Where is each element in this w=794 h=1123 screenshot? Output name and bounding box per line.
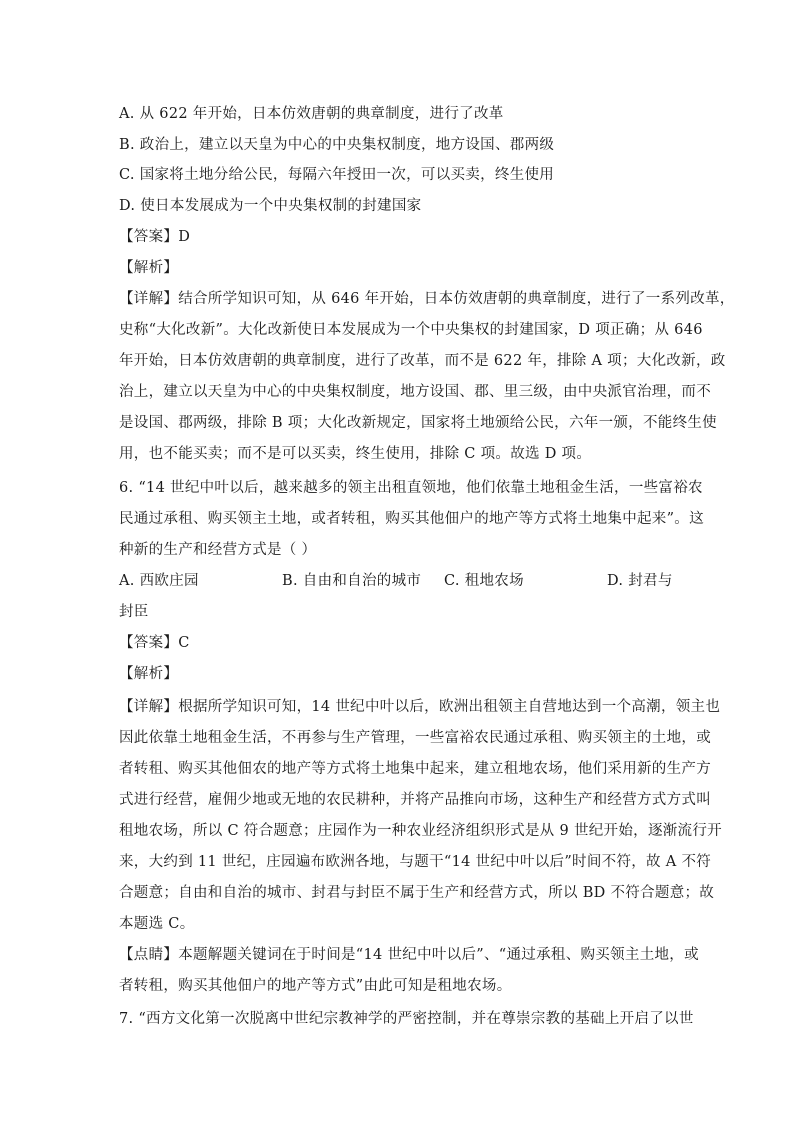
q6-detail-line: 因此依靠土地租金生活，不再参与生产管理，一些富裕农民通过承租、购买领主的土地，或 [119,730,711,746]
q5-detail-line: 【详解】结合所学知识可知，从 646 年开始，日本仿效唐朝的典章制度，进行了一系列改革， [119,291,735,307]
q5-answer: 【答案】D [119,229,191,245]
q5-detail-line: 治上，建立以天皇为中心的中央集权制度，地方设国、郡、里三级，由中央派官治理，而不 [119,384,711,400]
q5-option-a: A. 从 622 年开始，日本仿效唐朝的典章制度，进行了改革 [119,106,504,122]
q6-option-d: D. 封君与 [607,573,673,589]
q6-answer: 【答案】C [119,635,190,651]
q5-option-c: C. 国家将土地分给公民，每隔六年授田一次，可以买卖，终生使用 [119,167,555,183]
q6-detail-line: 合题意；自由和自治的城市、封君与封臣不属于生产和经营方式，所以 BD 不符合题意；故 [119,885,715,901]
q6-option-a: A. 西欧庄园 [119,573,199,589]
q5-option-d: D. 使日本发展成为一个中央集权制的封建国家 [119,198,422,214]
q6-detail-line: 者转租、购买其他佃农的地产等方式将土地集中起来，建立租地农场，他们采用新的生产方 [119,761,711,777]
q6-detail-line: 本题选 C。 [119,916,195,932]
q6-stem-line: 种新的生产和经营方式是（ ） [119,542,317,558]
q7-stem-line: 7. “西方文化第一次脱离中世纪宗教神学的严密控制，并在尊崇宗教的基础上开启了以世 [119,1011,694,1027]
q6-detail-line: 【详解】根据所学知识可知，14 世纪中叶以后，欧洲出租领主自营地达到一个高潮，领主也 [119,699,721,715]
q5-option-b: B. 政治上，建立以天皇为中心的中央集权制度，地方设国、郡两级 [119,137,555,153]
q5-detail-line: 用，也不能买卖；而不是可以买卖，终生使用，排除 C 项。故选 D 项。 [119,446,592,462]
q6-stem-line: 民通过承租、购买领主土地，或者转租，购买其他佃户的地产等方式将土地集中起来”。这 [119,511,704,527]
q6-option-c: C. 租地农场 [444,573,524,589]
q5-analysis-label: 【解析】 [119,260,179,276]
q6-option-b: B. 自由和自治的城市 [282,573,422,589]
q5-detail-line: 是设国、郡两级，排除 B 项；大化改新规定，国家将土地颁给公民，六年一颁，不能终生使 [119,415,717,431]
q6-highlight-line: 【点睛】本题解题关键词在于时间是“14 世纪中叶以后”、“通过承租、购买领主土地，或 [119,947,699,963]
q6-highlight-line: 者转租，购买其他佃户的地产等方式”由此可知是租地农场。 [119,978,512,994]
q6-detail-line: 来，大约到 11 世纪，庄园遍布欧洲各地，与题干“14 世纪中叶以后”时间不符，故 A 不符 [119,854,712,870]
q6-analysis-label: 【解析】 [119,666,179,682]
q6-detail-line: 式进行经营，雇佣少地或无地的农民耕种，并将产品推向市场，这种生产和经营方式方式叫 [119,792,711,808]
q6-stem-line: 6. “14 世纪中叶以后，越来越多的领主出租直领地，他们依靠土地租金生活，一些富裕农 [119,480,703,496]
q6-option-d-continued: 封臣 [119,604,149,620]
q6-detail-line: 租地农场，所以 C 符合题意；庄园作为一种农业经济组织形式是从 9 世纪开始，逐渐流行开 [119,823,722,839]
q5-detail-line: 史称“大化改新”。大化改新使日本发展成为一个中央集权的封建国家，D 项正确；从 646 [119,322,703,338]
q5-detail-line: 年开始，日本仿效唐朝的典章制度，进行了改革，而不是 622 年，排除 A 项；大化改新，政 [119,353,726,369]
